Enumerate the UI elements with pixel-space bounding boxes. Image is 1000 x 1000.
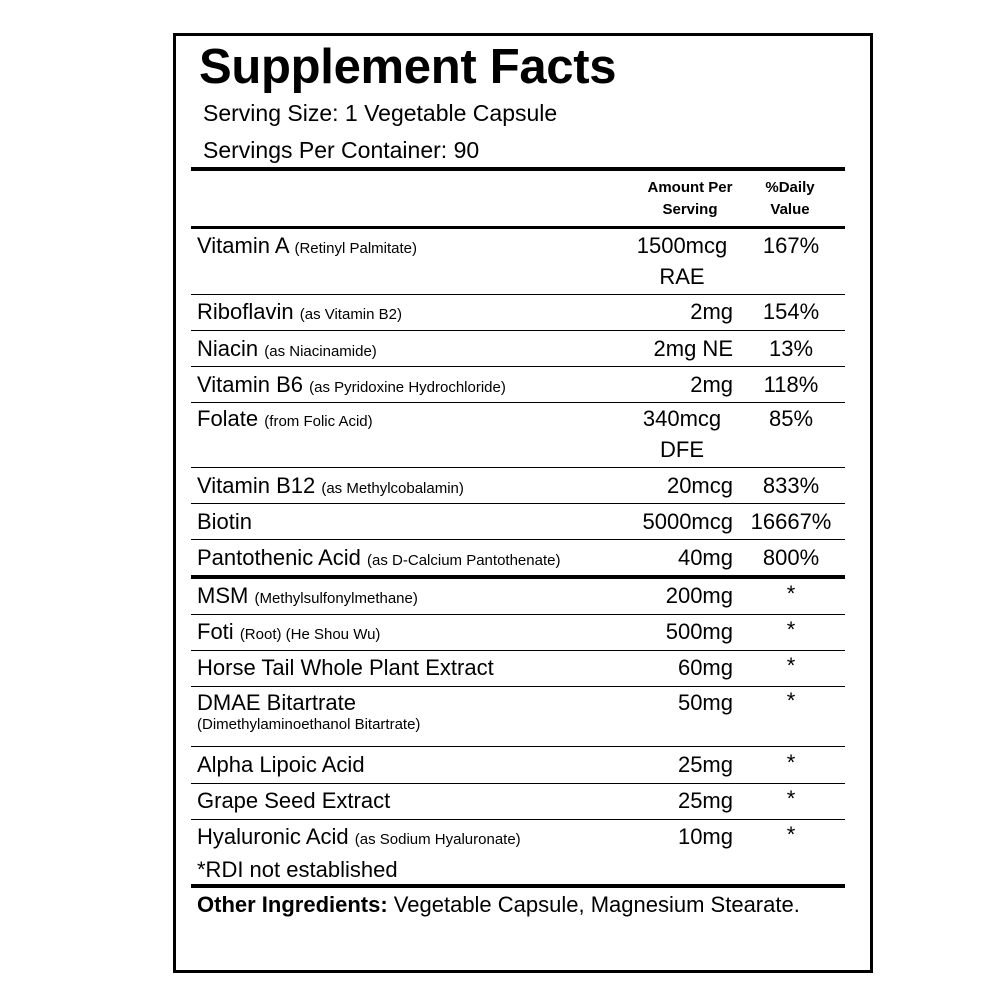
thick-divider-top [191,167,845,171]
row-divider [191,294,845,295]
row-divider [191,539,845,540]
serving-size: Serving Size: 1 Vegetable Capsule [203,100,558,126]
row-divider [191,467,845,468]
other-ingredients: Other Ingredients: Vegetable Capsule, Magnesium Stearate. [197,892,800,917]
rdi-footnote: *RDI not established [197,857,398,882]
row-divider [191,650,845,651]
amount-per-serving-header: Amount Per Serving [647,179,733,218]
header-divider [191,226,845,229]
servings-per-container: Servings Per Container: 90 [203,137,480,163]
row-divider [191,783,845,784]
daily-value-header: %Daily Value [765,179,815,218]
row-divider [191,366,845,367]
label-title: Supplement Facts [199,40,617,94]
row-divider [191,746,845,747]
thick-divider-bottom [191,884,845,888]
thick-divider-section [191,575,845,579]
row-divider [191,503,845,504]
row-divider [191,819,845,820]
row-divider [191,330,845,331]
row-divider [191,614,845,615]
